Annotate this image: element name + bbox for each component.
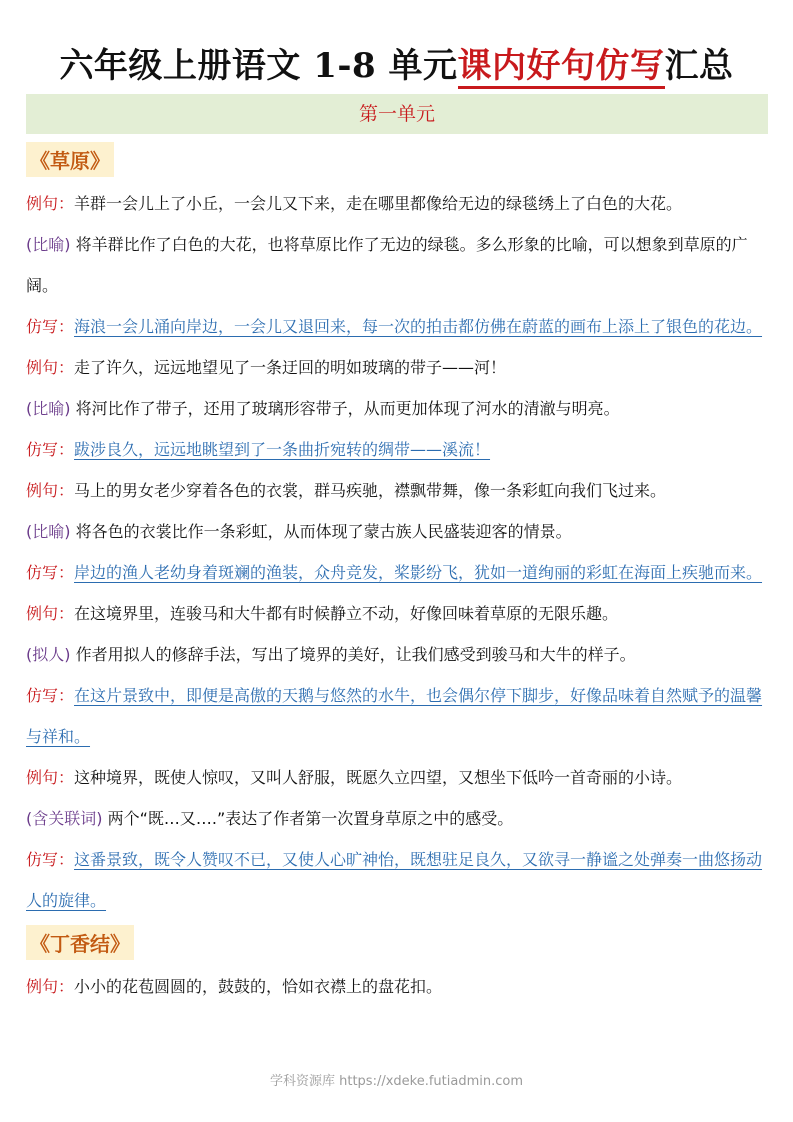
example-text: 走了许久，远远地望见了一条迂回的明如玻璃的带子——河！ (74, 358, 507, 377)
title-suffix: 汇总 (664, 46, 734, 86)
imitation-text: 这番景致，既令人赞叹不已，又使人心旷神怡，既想驻足良久，又欲寻一静谧之处弹奏一曲悠扬动人的旋律。 (26, 850, 763, 910)
analysis-label: (比喻) (26, 522, 71, 541)
example-text: 马上的男女老少穿着各色的衣裳，群马疾驰，襟飘带舞，像一条彩虹向我们飞过来。 (74, 481, 667, 500)
example-text: 小小的花苞圆圆的，鼓鼓的，恰如衣襟上的盘花扣。 (74, 977, 443, 996)
analysis-line (26, 388, 770, 429)
analysis-text: 将羊群比作了白色的大花，也将草原比作了无边的绿毯。多么形象的比喻，可以想象到草原的广阔。 (26, 235, 748, 295)
footer-watermark: 学科资源库 https://xdeke.futiadmin.com (269, 1074, 524, 1089)
content (26, 138, 770, 1007)
analysis-label: (含关联词) (26, 809, 103, 828)
imitation-label: 仿写： (26, 440, 75, 459)
imitation-line (26, 429, 770, 470)
analysis-line (26, 224, 770, 306)
imitation-text: 在这片景致中，即便是高傲的天鹅与悠然的水牛，也会偶尔停下脚步，好像品味着自然赋予的温馨与祥和。 (26, 686, 763, 746)
imitation-text: 岸边的渔人老幼身着斑斓的渔装，众舟竞发，桨影纷飞，犹如一道绚丽的彩虹在海面上疾驰而来。 (74, 563, 763, 582)
analysis-line (26, 634, 770, 675)
imitation-text: 海浪一会儿涌向岸边，一会儿又退回来，每一次的拍击都仿佛在蔚蓝的画布上添上了银色的花边。 (74, 317, 763, 336)
lesson-title: 《草原》 (26, 142, 114, 177)
analysis-text: 将河比作了带子，还用了玻璃形容带子，从而更加体现了河水的清澈与明亮。 (75, 399, 620, 418)
analysis-label: (比喻) (26, 399, 71, 418)
imitation-label: 仿写： (26, 317, 75, 336)
example-line (26, 347, 770, 388)
analysis-text: 将各色的衣裳比作一条彩虹，从而体现了蒙古族人民盛装迎客的情景。 (75, 522, 572, 541)
imitation-label: 仿写： (26, 850, 75, 869)
lesson-title: 《丁香结》 (26, 925, 134, 960)
imitation-label: 仿写： (26, 563, 75, 582)
analysis-text: 作者用拟人的修辞手法，写出了境界的美好，让我们感受到骏马和大牛的样子。 (75, 645, 636, 664)
imitation-line (26, 839, 770, 921)
imitation-label: 仿写： (26, 686, 75, 705)
imitation-text: 跋涉良久，远远地眺望到了一条曲折宛转的绸带——溪流！ (74, 440, 491, 459)
analysis-label: (比喻) (26, 235, 71, 254)
example-text: 这种境界，既使人惊叹，又叫人舒服，既愿久立四望，又想坐下低吟一首奇丽的小诗。 (74, 768, 683, 787)
unit-heading: 第一单元 (26, 94, 768, 134)
example-label: 例句： (26, 768, 75, 787)
imitation-line (26, 675, 770, 757)
example-text: 在这境界里，连骏马和大牛都有时候静立不动，好像回味着草原的无限乐趣。 (74, 604, 619, 623)
title-prefix: 六年级上册语文 1-8 单元 (59, 46, 458, 86)
example-label: 例句： (26, 358, 75, 377)
page-title (0, 38, 793, 87)
imitation-line (26, 306, 770, 347)
example-line (26, 183, 770, 224)
example-label: 例句： (26, 604, 75, 623)
analysis-label: (拟人) (26, 645, 71, 664)
example-line (26, 757, 770, 798)
example-label: 例句： (26, 977, 75, 996)
analysis-line (26, 511, 770, 552)
title-highlight: 课内好句仿写 (458, 46, 665, 89)
example-line (26, 470, 770, 511)
example-line (26, 593, 770, 634)
analysis-line (26, 798, 770, 839)
example-label: 例句： (26, 194, 75, 213)
example-label: 例句： (26, 481, 75, 500)
imitation-line (26, 552, 770, 593)
example-text: 羊群一会儿上了小丘，一会儿又下来，走在哪里都像给无边的绿毯绣上了白色的大花。 (74, 194, 683, 213)
analysis-text: 两个“既…又….”表达了作者第一次置身草原之中的感受。 (107, 809, 514, 828)
example-line (26, 966, 770, 1007)
